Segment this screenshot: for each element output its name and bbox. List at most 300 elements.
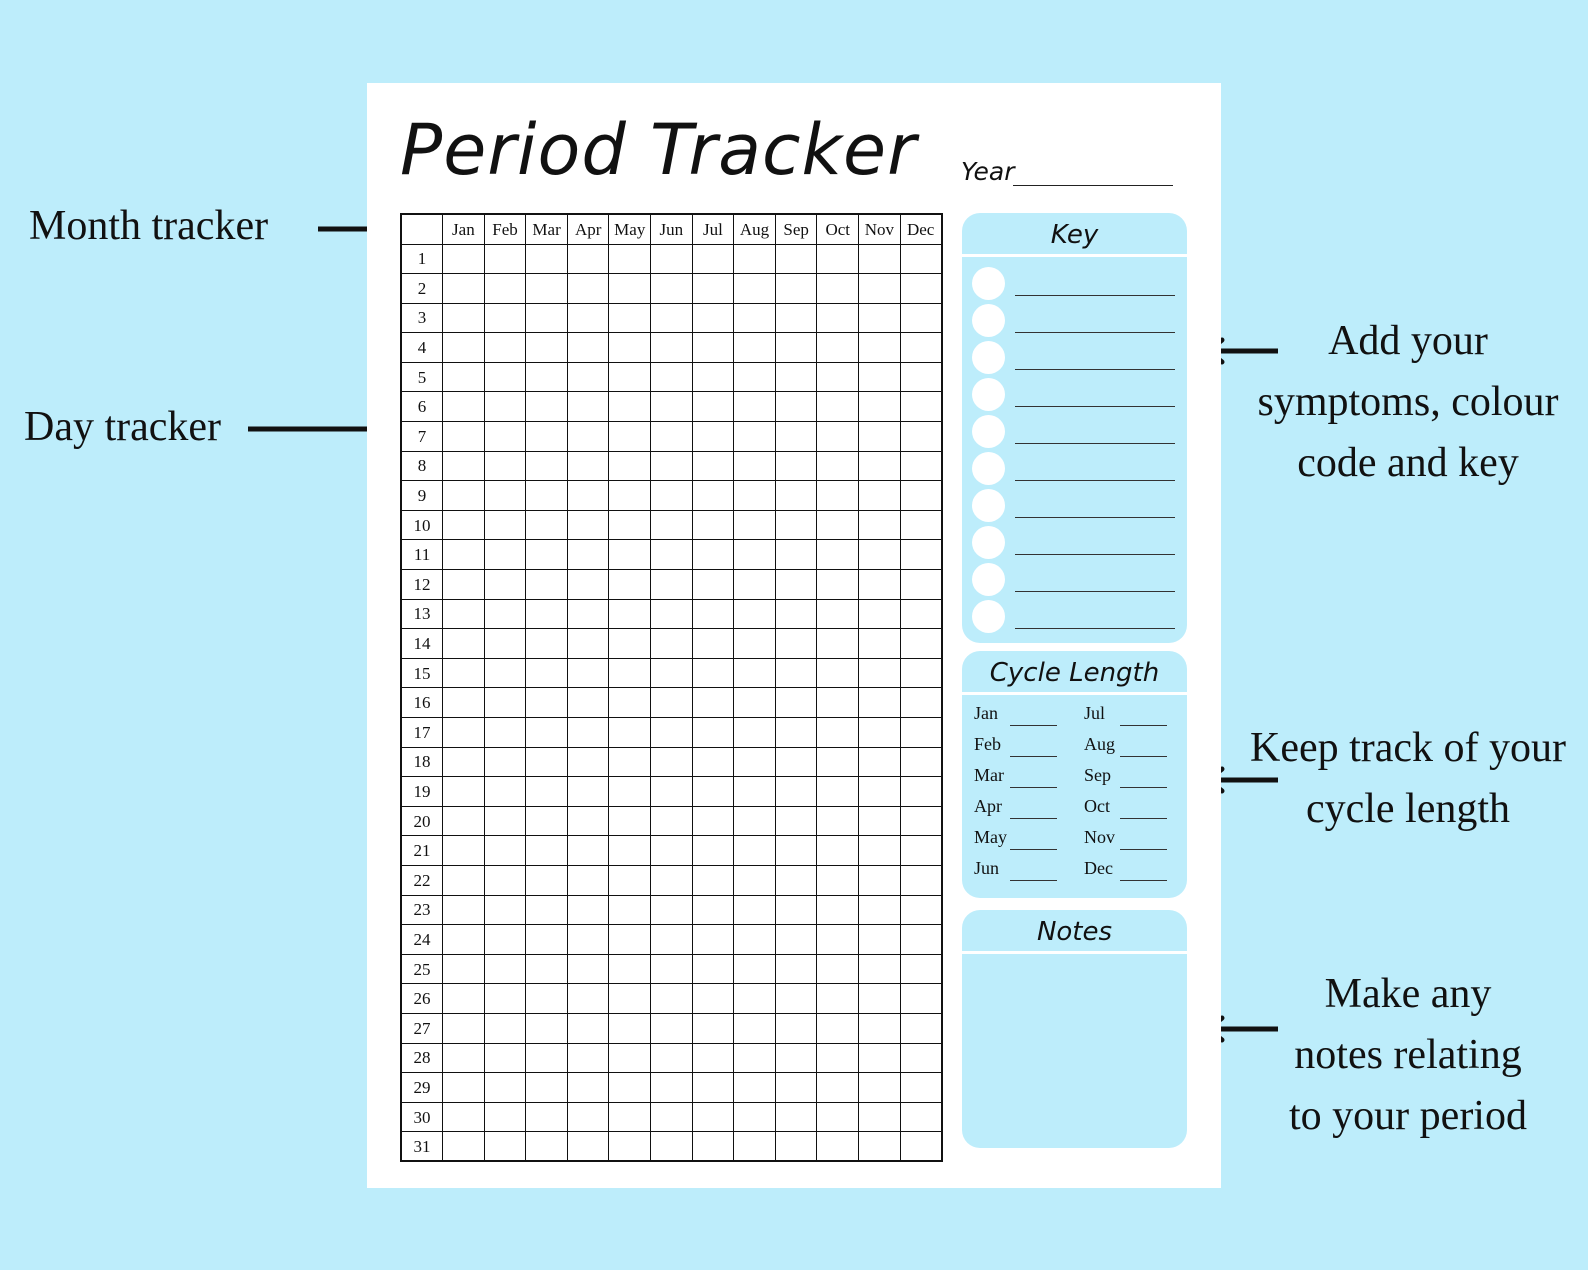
tracker-cell[interactable] <box>692 1013 734 1043</box>
tracker-cell[interactable] <box>443 303 485 333</box>
tracker-cell[interactable] <box>775 777 817 807</box>
tracker-cell[interactable] <box>775 244 817 274</box>
key-label-line[interactable] <box>1015 369 1175 370</box>
tracker-cell[interactable] <box>609 865 651 895</box>
tracker-cell[interactable] <box>567 570 609 600</box>
tracker-cell[interactable] <box>859 1102 901 1132</box>
tracker-cell[interactable] <box>484 925 526 955</box>
tracker-cell[interactable] <box>651 244 693 274</box>
tracker-cell[interactable] <box>817 540 859 570</box>
tracker-cell[interactable] <box>526 895 568 925</box>
tracker-cell[interactable] <box>567 747 609 777</box>
tracker-cell[interactable] <box>443 510 485 540</box>
tracker-cell[interactable] <box>692 570 734 600</box>
key-color-circle[interactable] <box>972 452 1005 485</box>
tracker-cell[interactable] <box>484 1043 526 1073</box>
tracker-cell[interactable] <box>775 422 817 452</box>
tracker-cell[interactable] <box>443 244 485 274</box>
tracker-cell[interactable] <box>900 629 942 659</box>
key-label-line[interactable] <box>1015 480 1175 481</box>
tracker-cell[interactable] <box>651 865 693 895</box>
cycle-length-field[interactable] <box>1010 849 1057 850</box>
tracker-cell[interactable] <box>775 895 817 925</box>
tracker-cell[interactable] <box>651 422 693 452</box>
tracker-cell[interactable] <box>609 422 651 452</box>
tracker-cell[interactable] <box>775 481 817 511</box>
tracker-cell[interactable] <box>443 718 485 748</box>
tracker-cell[interactable] <box>900 1102 942 1132</box>
tracker-cell[interactable] <box>734 1073 776 1103</box>
tracker-cell[interactable] <box>484 895 526 925</box>
tracker-cell[interactable] <box>443 1013 485 1043</box>
tracker-cell[interactable] <box>859 451 901 481</box>
tracker-cell[interactable] <box>484 1073 526 1103</box>
cycle-length-field[interactable] <box>1010 756 1057 757</box>
tracker-cell[interactable] <box>859 333 901 363</box>
tracker-cell[interactable] <box>900 392 942 422</box>
key-label-line[interactable] <box>1015 332 1175 333</box>
tracker-cell[interactable] <box>567 333 609 363</box>
tracker-cell[interactable] <box>567 658 609 688</box>
tracker-cell[interactable] <box>526 806 568 836</box>
tracker-cell[interactable] <box>526 1043 568 1073</box>
tracker-cell[interactable] <box>526 865 568 895</box>
tracker-cell[interactable] <box>443 274 485 304</box>
tracker-cell[interactable] <box>567 303 609 333</box>
tracker-cell[interactable] <box>484 1013 526 1043</box>
tracker-cell[interactable] <box>817 599 859 629</box>
tracker-cell[interactable] <box>609 1013 651 1043</box>
tracker-cell[interactable] <box>484 984 526 1014</box>
tracker-cell[interactable] <box>526 777 568 807</box>
tracker-cell[interactable] <box>692 777 734 807</box>
tracker-cell[interactable] <box>609 599 651 629</box>
tracker-cell[interactable] <box>651 362 693 392</box>
tracker-cell[interactable] <box>900 895 942 925</box>
tracker-cell[interactable] <box>443 1132 485 1162</box>
tracker-cell[interactable] <box>859 422 901 452</box>
key-color-circle[interactable] <box>972 341 1005 374</box>
tracker-cell[interactable] <box>484 836 526 866</box>
tracker-cell[interactable] <box>692 984 734 1014</box>
tracker-cell[interactable] <box>526 1073 568 1103</box>
tracker-cell[interactable] <box>567 274 609 304</box>
tracker-cell[interactable] <box>734 865 776 895</box>
tracker-cell[interactable] <box>775 570 817 600</box>
tracker-cell[interactable] <box>817 451 859 481</box>
key-color-circle[interactable] <box>972 267 1005 300</box>
tracker-cell[interactable] <box>692 1132 734 1162</box>
tracker-cell[interactable] <box>692 540 734 570</box>
tracker-cell[interactable] <box>526 984 568 1014</box>
tracker-cell[interactable] <box>859 629 901 659</box>
tracker-cell[interactable] <box>443 481 485 511</box>
tracker-cell[interactable] <box>609 570 651 600</box>
tracker-cell[interactable] <box>859 1132 901 1162</box>
tracker-cell[interactable] <box>859 954 901 984</box>
tracker-cell[interactable] <box>567 422 609 452</box>
tracker-cell[interactable] <box>692 1043 734 1073</box>
tracker-cell[interactable] <box>692 510 734 540</box>
tracker-cell[interactable] <box>484 481 526 511</box>
tracker-cell[interactable] <box>443 954 485 984</box>
tracker-cell[interactable] <box>900 954 942 984</box>
tracker-cell[interactable] <box>692 481 734 511</box>
tracker-cell[interactable] <box>817 984 859 1014</box>
tracker-cell[interactable] <box>817 1102 859 1132</box>
tracker-cell[interactable] <box>609 777 651 807</box>
tracker-cell[interactable] <box>900 422 942 452</box>
tracker-cell[interactable] <box>609 1043 651 1073</box>
tracker-cell[interactable] <box>651 658 693 688</box>
tracker-cell[interactable] <box>734 333 776 363</box>
tracker-cell[interactable] <box>443 333 485 363</box>
tracker-cell[interactable] <box>859 718 901 748</box>
tracker-cell[interactable] <box>651 806 693 836</box>
tracker-cell[interactable] <box>443 984 485 1014</box>
tracker-cell[interactable] <box>734 481 776 511</box>
tracker-cell[interactable] <box>734 777 776 807</box>
tracker-cell[interactable] <box>900 747 942 777</box>
tracker-cell[interactable] <box>692 836 734 866</box>
tracker-cell[interactable] <box>609 333 651 363</box>
tracker-cell[interactable] <box>692 747 734 777</box>
tracker-cell[interactable] <box>817 510 859 540</box>
tracker-cell[interactable] <box>734 688 776 718</box>
tracker-cell[interactable] <box>775 954 817 984</box>
cycle-length-field[interactable] <box>1010 880 1057 881</box>
tracker-cell[interactable] <box>817 303 859 333</box>
tracker-cell[interactable] <box>526 954 568 984</box>
tracker-cell[interactable] <box>692 392 734 422</box>
tracker-cell[interactable] <box>484 303 526 333</box>
cycle-length-field[interactable] <box>1010 818 1057 819</box>
tracker-cell[interactable] <box>651 570 693 600</box>
tracker-cell[interactable] <box>775 510 817 540</box>
tracker-cell[interactable] <box>692 954 734 984</box>
tracker-cell[interactable] <box>734 895 776 925</box>
tracker-cell[interactable] <box>484 510 526 540</box>
tracker-cell[interactable] <box>859 392 901 422</box>
tracker-cell[interactable] <box>900 570 942 600</box>
tracker-cell[interactable] <box>609 1102 651 1132</box>
tracker-cell[interactable] <box>484 451 526 481</box>
tracker-cell[interactable] <box>734 303 776 333</box>
tracker-cell[interactable] <box>651 954 693 984</box>
tracker-cell[interactable] <box>734 1043 776 1073</box>
tracker-cell[interactable] <box>609 392 651 422</box>
tracker-cell[interactable] <box>817 244 859 274</box>
tracker-cell[interactable] <box>526 688 568 718</box>
tracker-cell[interactable] <box>817 333 859 363</box>
tracker-cell[interactable] <box>734 836 776 866</box>
tracker-cell[interactable] <box>567 777 609 807</box>
tracker-cell[interactable] <box>859 540 901 570</box>
tracker-cell[interactable] <box>692 629 734 659</box>
tracker-cell[interactable] <box>900 244 942 274</box>
tracker-cell[interactable] <box>692 333 734 363</box>
tracker-cell[interactable] <box>692 451 734 481</box>
tracker-cell[interactable] <box>567 510 609 540</box>
tracker-cell[interactable] <box>859 658 901 688</box>
tracker-cell[interactable] <box>692 303 734 333</box>
tracker-cell[interactable] <box>443 1102 485 1132</box>
tracker-cell[interactable] <box>775 747 817 777</box>
year-field-line[interactable] <box>1013 185 1173 186</box>
tracker-cell[interactable] <box>692 658 734 688</box>
tracker-cell[interactable] <box>526 836 568 866</box>
key-label-line[interactable] <box>1015 591 1175 592</box>
tracker-cell[interactable] <box>734 629 776 659</box>
tracker-cell[interactable] <box>859 244 901 274</box>
tracker-cell[interactable] <box>817 806 859 836</box>
tracker-cell[interactable] <box>859 303 901 333</box>
tracker-cell[interactable] <box>775 806 817 836</box>
tracker-cell[interactable] <box>651 1132 693 1162</box>
tracker-cell[interactable] <box>526 1013 568 1043</box>
tracker-cell[interactable] <box>609 629 651 659</box>
tracker-cell[interactable] <box>609 925 651 955</box>
tracker-cell[interactable] <box>775 1102 817 1132</box>
tracker-cell[interactable] <box>817 658 859 688</box>
tracker-cell[interactable] <box>526 718 568 748</box>
cycle-length-field[interactable] <box>1120 880 1167 881</box>
tracker-cell[interactable] <box>567 688 609 718</box>
tracker-cell[interactable] <box>817 362 859 392</box>
tracker-cell[interactable] <box>692 688 734 718</box>
tracker-cell[interactable] <box>817 865 859 895</box>
tracker-cell[interactable] <box>651 836 693 866</box>
tracker-cell[interactable] <box>526 925 568 955</box>
tracker-cell[interactable] <box>651 1013 693 1043</box>
tracker-cell[interactable] <box>651 510 693 540</box>
tracker-cell[interactable] <box>900 836 942 866</box>
tracker-cell[interactable] <box>734 658 776 688</box>
tracker-cell[interactable] <box>651 895 693 925</box>
tracker-cell[interactable] <box>817 570 859 600</box>
tracker-cell[interactable] <box>484 244 526 274</box>
tracker-cell[interactable] <box>817 1013 859 1043</box>
tracker-cell[interactable] <box>443 895 485 925</box>
tracker-cell[interactable] <box>609 540 651 570</box>
tracker-cell[interactable] <box>775 451 817 481</box>
tracker-cell[interactable] <box>817 747 859 777</box>
tracker-cell[interactable] <box>859 1073 901 1103</box>
key-color-circle[interactable] <box>972 526 1005 559</box>
tracker-cell[interactable] <box>443 777 485 807</box>
key-label-line[interactable] <box>1015 443 1175 444</box>
tracker-cell[interactable] <box>526 747 568 777</box>
tracker-cell[interactable] <box>609 747 651 777</box>
tracker-cell[interactable] <box>900 1043 942 1073</box>
tracker-cell[interactable] <box>567 1073 609 1103</box>
tracker-cell[interactable] <box>775 540 817 570</box>
key-color-circle[interactable] <box>972 415 1005 448</box>
tracker-cell[interactable] <box>526 451 568 481</box>
tracker-cell[interactable] <box>692 422 734 452</box>
tracker-cell[interactable] <box>567 540 609 570</box>
cycle-length-field[interactable] <box>1120 756 1167 757</box>
tracker-cell[interactable] <box>567 1102 609 1132</box>
tracker-cell[interactable] <box>526 392 568 422</box>
tracker-cell[interactable] <box>526 362 568 392</box>
tracker-cell[interactable] <box>775 658 817 688</box>
tracker-cell[interactable] <box>775 274 817 304</box>
tracker-cell[interactable] <box>526 570 568 600</box>
tracker-cell[interactable] <box>900 777 942 807</box>
tracker-cell[interactable] <box>484 540 526 570</box>
tracker-cell[interactable] <box>900 925 942 955</box>
tracker-cell[interactable] <box>817 718 859 748</box>
tracker-cell[interactable] <box>859 274 901 304</box>
tracker-cell[interactable] <box>567 836 609 866</box>
tracker-cell[interactable] <box>651 747 693 777</box>
tracker-cell[interactable] <box>859 865 901 895</box>
tracker-cell[interactable] <box>443 1043 485 1073</box>
tracker-cell[interactable] <box>734 1013 776 1043</box>
key-label-line[interactable] <box>1015 406 1175 407</box>
tracker-cell[interactable] <box>734 1102 776 1132</box>
tracker-cell[interactable] <box>817 481 859 511</box>
tracker-cell[interactable] <box>484 599 526 629</box>
tracker-cell[interactable] <box>692 362 734 392</box>
tracker-cell[interactable] <box>859 777 901 807</box>
tracker-cell[interactable] <box>651 629 693 659</box>
tracker-cell[interactable] <box>734 422 776 452</box>
tracker-cell[interactable] <box>609 658 651 688</box>
tracker-cell[interactable] <box>443 392 485 422</box>
tracker-cell[interactable] <box>651 984 693 1014</box>
tracker-cell[interactable] <box>651 718 693 748</box>
tracker-cell[interactable] <box>609 244 651 274</box>
tracker-cell[interactable] <box>859 925 901 955</box>
tracker-cell[interactable] <box>734 718 776 748</box>
tracker-cell[interactable] <box>443 599 485 629</box>
tracker-cell[interactable] <box>775 1043 817 1073</box>
tracker-cell[interactable] <box>484 865 526 895</box>
tracker-cell[interactable] <box>734 274 776 304</box>
tracker-cell[interactable] <box>609 303 651 333</box>
tracker-cell[interactable] <box>692 274 734 304</box>
tracker-cell[interactable] <box>484 392 526 422</box>
tracker-cell[interactable] <box>817 422 859 452</box>
tracker-cell[interactable] <box>609 954 651 984</box>
tracker-cell[interactable] <box>734 925 776 955</box>
tracker-cell[interactable] <box>734 747 776 777</box>
tracker-cell[interactable] <box>775 362 817 392</box>
tracker-cell[interactable] <box>484 362 526 392</box>
tracker-cell[interactable] <box>900 718 942 748</box>
tracker-cell[interactable] <box>692 244 734 274</box>
key-color-circle[interactable] <box>972 304 1005 337</box>
tracker-cell[interactable] <box>734 540 776 570</box>
tracker-cell[interactable] <box>526 658 568 688</box>
cycle-length-field[interactable] <box>1120 818 1167 819</box>
tracker-cell[interactable] <box>526 303 568 333</box>
tracker-cell[interactable] <box>775 984 817 1014</box>
tracker-cell[interactable] <box>484 954 526 984</box>
key-label-line[interactable] <box>1015 295 1175 296</box>
key-color-circle[interactable] <box>972 378 1005 411</box>
tracker-cell[interactable] <box>526 481 568 511</box>
tracker-cell[interactable] <box>734 244 776 274</box>
tracker-cell[interactable] <box>567 954 609 984</box>
tracker-cell[interactable] <box>651 540 693 570</box>
tracker-cell[interactable] <box>526 333 568 363</box>
tracker-cell[interactable] <box>775 333 817 363</box>
tracker-cell[interactable] <box>775 836 817 866</box>
tracker-cell[interactable] <box>817 836 859 866</box>
tracker-cell[interactable] <box>817 925 859 955</box>
tracker-cell[interactable] <box>775 718 817 748</box>
tracker-cell[interactable] <box>900 540 942 570</box>
tracker-cell[interactable] <box>567 244 609 274</box>
tracker-cell[interactable] <box>443 1073 485 1103</box>
tracker-cell[interactable] <box>651 481 693 511</box>
tracker-cell[interactable] <box>900 1013 942 1043</box>
tracker-cell[interactable] <box>859 836 901 866</box>
tracker-cell[interactable] <box>443 688 485 718</box>
tracker-cell[interactable] <box>900 451 942 481</box>
tracker-cell[interactable] <box>567 806 609 836</box>
tracker-cell[interactable] <box>484 333 526 363</box>
tracker-cell[interactable] <box>692 806 734 836</box>
tracker-cell[interactable] <box>567 481 609 511</box>
tracker-cell[interactable] <box>775 303 817 333</box>
tracker-cell[interactable] <box>609 718 651 748</box>
tracker-cell[interactable] <box>484 658 526 688</box>
tracker-cell[interactable] <box>609 1132 651 1162</box>
tracker-cell[interactable] <box>609 984 651 1014</box>
tracker-cell[interactable] <box>567 718 609 748</box>
tracker-cell[interactable] <box>526 629 568 659</box>
tracker-cell[interactable] <box>859 1013 901 1043</box>
tracker-cell[interactable] <box>651 451 693 481</box>
cycle-length-field[interactable] <box>1120 849 1167 850</box>
tracker-cell[interactable] <box>859 599 901 629</box>
tracker-cell[interactable] <box>609 806 651 836</box>
tracker-cell[interactable] <box>859 747 901 777</box>
tracker-cell[interactable] <box>651 274 693 304</box>
tracker-cell[interactable] <box>443 451 485 481</box>
tracker-cell[interactable] <box>484 570 526 600</box>
tracker-cell[interactable] <box>859 1043 901 1073</box>
tracker-cell[interactable] <box>567 865 609 895</box>
tracker-cell[interactable] <box>443 570 485 600</box>
tracker-cell[interactable] <box>443 925 485 955</box>
tracker-cell[interactable] <box>526 1132 568 1162</box>
tracker-cell[interactable] <box>817 954 859 984</box>
tracker-cell[interactable] <box>651 333 693 363</box>
tracker-cell[interactable] <box>609 836 651 866</box>
tracker-cell[interactable] <box>484 777 526 807</box>
tracker-cell[interactable] <box>443 422 485 452</box>
tracker-cell[interactable] <box>692 1102 734 1132</box>
tracker-cell[interactable] <box>484 688 526 718</box>
tracker-cell[interactable] <box>775 1073 817 1103</box>
tracker-cell[interactable] <box>443 362 485 392</box>
tracker-cell[interactable] <box>609 688 651 718</box>
tracker-cell[interactable] <box>859 570 901 600</box>
tracker-cell[interactable] <box>900 303 942 333</box>
tracker-cell[interactable] <box>900 806 942 836</box>
tracker-cell[interactable] <box>443 865 485 895</box>
tracker-cell[interactable] <box>443 836 485 866</box>
tracker-cell[interactable] <box>775 1013 817 1043</box>
tracker-cell[interactable] <box>526 540 568 570</box>
tracker-cell[interactable] <box>734 392 776 422</box>
tracker-cell[interactable] <box>609 451 651 481</box>
